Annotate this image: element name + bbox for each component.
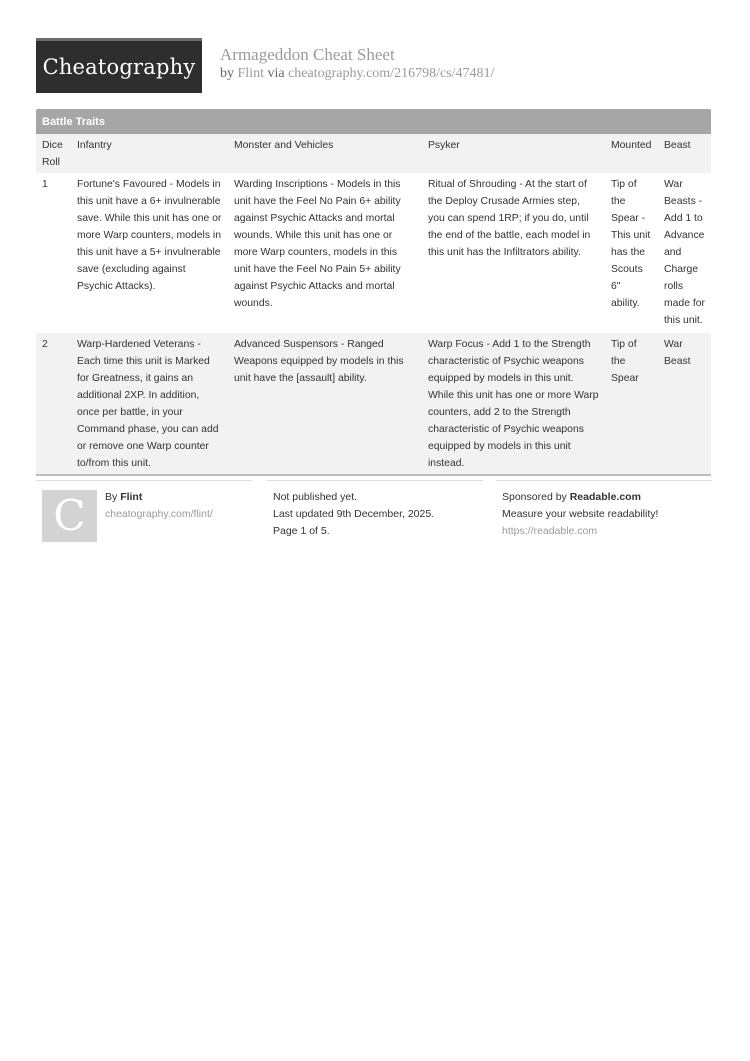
table-row: [36, 333, 711, 474]
publish-status: Not published yet.: [273, 491, 358, 503]
section-title: Battle Traits: [36, 109, 711, 134]
column-header: Infantry: [71, 134, 228, 173]
table-header-row: [36, 134, 711, 173]
author-link[interactable]: Flint: [237, 66, 264, 81]
footer-author-link[interactable]: Flint: [120, 491, 143, 503]
page-number: Page 1 of 5.: [273, 525, 330, 537]
dice-roll-cell: 2: [36, 333, 71, 474]
column-header: Beast: [658, 134, 711, 173]
section-divider: [36, 474, 711, 476]
byline: [220, 66, 494, 82]
dice-roll-cell: 1: [42, 179, 48, 190]
sponsor-tagline: Measure your website readability!: [502, 508, 659, 520]
column-header: Monster and Vehicles: [228, 134, 422, 173]
footer-author: [36, 480, 252, 540]
column-header: Mounted: [605, 134, 658, 173]
column-header: Dice Roll: [36, 134, 71, 173]
footer-sponsor: [496, 480, 712, 540]
footer-author-url[interactable]: cheatography.com/flint/: [105, 508, 213, 520]
monster-cell: Warding Inscriptions - Models in this unit have the Feel No Pain 6+ ability against Psychic Attacks and mortal wounds. While this unit has one or more Warp counters, models in this unit have the Feel No Pain 5+ ability against Psychic Attacks and mortal wounds.: [234, 179, 401, 309]
sponsor-url[interactable]: https://readable.com: [502, 525, 598, 537]
monster-cell: Advanced Suspensors - Ranged Weapons equipped by models in this unit have the [assault] ability.: [228, 333, 422, 474]
avatar: [42, 490, 97, 542]
mounted-cell: Tip of the Spear: [605, 333, 658, 474]
battle-traits-section: [36, 109, 711, 476]
psyker-cell: Ritual of Shrouding - At the start of the Deploy Crusade Armies step, you can spend 1RP; if you do, until the end of the battle, each model in this unit has the Infiltrators ability.: [428, 179, 591, 258]
logo-text: Cheatography: [42, 55, 196, 79]
sponsor-label: Sponsored by: [502, 491, 567, 503]
infantry-cell: Warp-Hardened Veterans - Each time this unit is Marked for Greatness, it gains an additional 2XP. In addition, once per battle, in your Command phase, you can add or remove one Warp counter to/from this unit.: [71, 333, 228, 474]
cheatography-logo[interactable]: [36, 38, 202, 93]
column-header: Psyker: [422, 134, 605, 173]
sheet-url-link[interactable]: cheatography.com/216798/cs/47481/: [288, 66, 495, 81]
by-label: by: [220, 66, 234, 81]
mounted-cell: Tip of the Spear - This unit has the Scouts 6" ability.: [611, 179, 651, 309]
page-title: Armageddon Cheat Sheet: [220, 45, 395, 64]
via-label: via: [267, 66, 285, 81]
avatar-letter: C: [53, 491, 86, 540]
beast-cell: War Beast: [658, 333, 711, 474]
sponsor-link[interactable]: Readable.com: [569, 491, 641, 503]
table-row: [36, 173, 711, 333]
footer-by-label: By: [105, 491, 118, 503]
infantry-cell: Fortune's Favoured - Models in this unit have a 6+ invulnerable save. While this unit has one or more Warp counters, models in this unit have a 5+ invulnerable save (excluding against Psychic Attacks).: [77, 179, 222, 292]
psyker-cell: Warp Focus - Add 1 to the Strength characteristic of Psychic weapons equipped by models in this unit. While this unit has one or more Warp counters, add 2 to the Strength characteristic of Psychic weapons equipped by models in this unit instead.: [422, 333, 605, 474]
battle-traits-table: [36, 134, 711, 474]
footer-status: [267, 480, 483, 540]
beast-cell: War Beasts - Add 1 to Advance and Charge rolls made for this unit.: [664, 179, 706, 326]
last-updated: Last updated 9th December, 2025.: [273, 508, 435, 520]
